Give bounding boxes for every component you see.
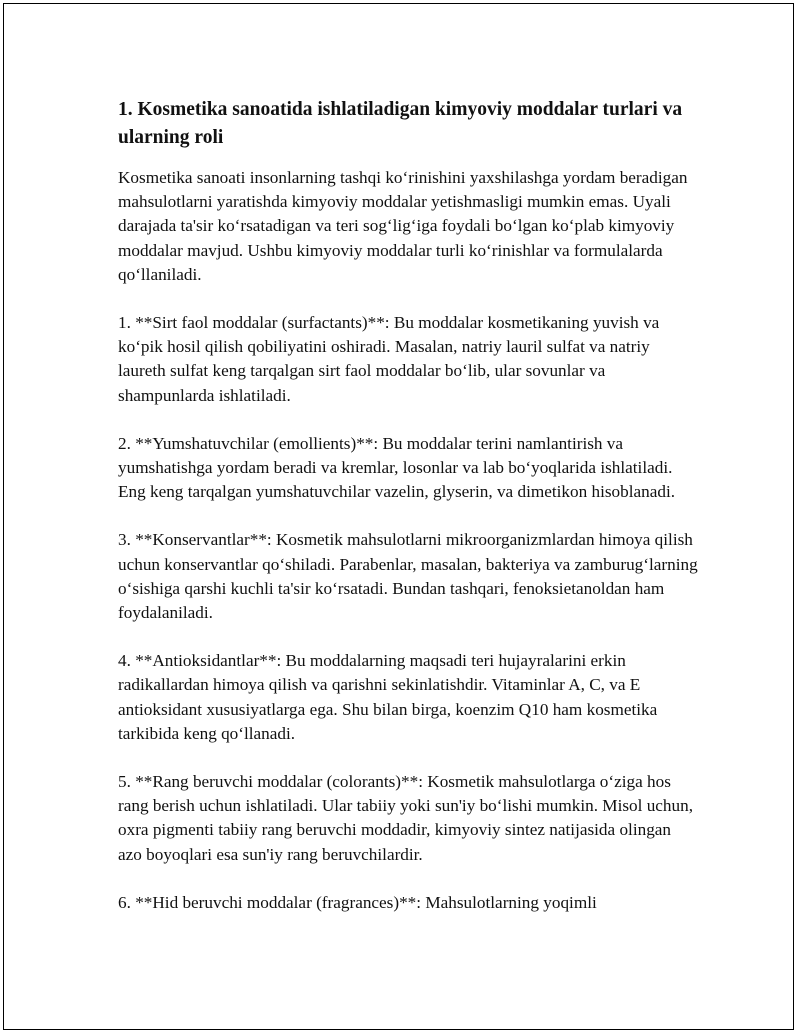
paragraph-colorants: 5. **Rang beruvchi moddalar (colorants)**: Kosmetik mahsulotlarga o‘ziga hos rang berish uchun ishlatiladi. Ular tabiiy yoki sun'iy bo‘lishi mumkin. Misol uchun, oxra pigmenti tabiiy rang beruvchi moddadir, kimyoviy sintez natijasida olingan azo boyoqlari esa sun'iy rang beruvchilardir. [118, 772, 694, 864]
paragraph-emollients: 2. **Yumshatuvchilar (emollients)**: Bu moddalar terini namlantirish va yumshatishga yordam beradi va kremlar, losonlar va lab bo‘yoqlarida ishlatiladi. Eng keng tarqalgan yumshatuvchilar vazelin, glyserin, va dimetikon hisoblanadi. [118, 433, 676, 502]
paragraph-surfactants: 1. **Sirt faol moddalar (surfactants)**: Bu moddalar kosmetikaning yuvish va ko‘pik hosil qilish qobiliyatini oshiradi. Masalan, natriy lauril sulfat va natriy laureth sulfat keng tarqalgan sirt faol moddalar bo‘lib, ular sovunlar va shampunlarda ishlatiladi. [118, 313, 660, 405]
section-title: 1. Kosmetika sanoatida ishlatiladigan kimyoviy moddalar turlari va ularning roli [118, 99, 683, 148]
paragraph-fragrances: 6. **Hid beruvchi moddalar (fragrances)**: Mahsulotlarning yoqimli [118, 892, 597, 912]
paragraph-antioxidants: 4. **Antioksidantlar**: Bu moddalarning maqsadi teri hujayralarini erkin radikallardan himoya qilish va qarishni sekinlatishdir. Vitaminlar A, C, va E antioksidant xususiyatlarga ega. Shu bilan birga, koenzim Q10 ham kosmetika tarkibida keng qo‘llanadi. [118, 651, 658, 743]
paragraph-preservatives: 3. **Konservantlar**: Kosmetik mahsulotlarni mikroorganizmlardan himoya qilish uchun konservantlar qo‘shiladi. Parabenlar, masalan, bakteriya va zamburug‘larning o‘sishiga qarshi kuchli ta'sir ko‘rsatadi. Bundan tashqari, fenoksietanoldan ham foydalaniladi. [118, 530, 698, 623]
document-page [3, 3, 794, 1030]
document-body [118, 96, 698, 939]
intro-paragraph: Kosmetika sanoati insonlarning tashqi ko‘rinishini yaxshilashga yordam beradigan mahsulotlarni yaratishda kimyoviy moddalar yetishmasligi mumkin emas. Uyali darajada ta'sir ko‘rsatadigan va teri sog‘lig‘iga foydali bo‘lgan ko‘plab kimyoviy moddalar mavjud. Ushbu kimyoviy moddalar turli ko‘rinishlar va formulalarda qo‘llaniladi. [118, 168, 688, 284]
